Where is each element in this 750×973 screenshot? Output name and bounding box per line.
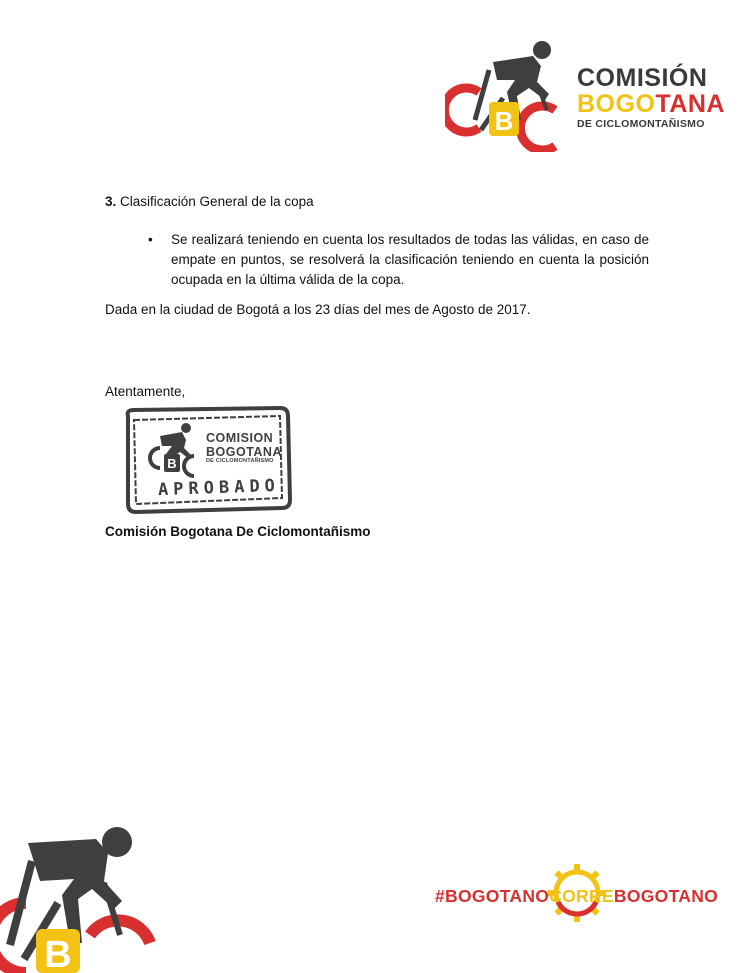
footer-cyclist-logo-icon <box>0 825 160 973</box>
logo-bogo: BOGO <box>577 90 656 118</box>
salutation: Atentamente, <box>105 384 186 399</box>
header-logo <box>445 40 725 152</box>
hashtag-part-3: BOGOTANO <box>613 886 719 906</box>
stamp-line-bogotana: BOGOTANA <box>206 444 282 459</box>
stamp-line-comision: COMISION <box>206 431 274 445</box>
section-number: 3. <box>105 194 117 209</box>
hashtag-part-2: CORRE <box>549 886 614 906</box>
logo-letter-b: B <box>494 106 514 136</box>
stamp-line-ciclomontanismo: DE CICLOMONTAÑISMO <box>206 458 274 464</box>
logo-tana: TANA <box>655 90 725 118</box>
logo-line-bogotana <box>577 92 725 117</box>
footer-letter-b: B <box>44 934 72 973</box>
section-heading <box>105 194 314 209</box>
approval-stamp <box>122 406 292 514</box>
closing-statement: Dada en la ciudad de Bogotá a los 23 días del mes de Agosto de 2017. <box>105 302 531 317</box>
signature-name: Comisión Bogotana De Ciclomontañismo <box>105 524 371 539</box>
stamp-status: APROBADO <box>157 475 281 501</box>
bullet-marker: • <box>148 232 153 247</box>
section-title: Clasificación General de la copa <box>120 194 314 209</box>
logo-wordmark <box>577 66 725 130</box>
logo-line-ciclomontanismo: DE CICLOMONTAÑISMO <box>577 118 705 130</box>
bullet-paragraph: Se realizará teniendo en cuenta los resultados de todas las válidas, en caso de empate en puntos, se resolverá la clasificación teniendo en cuenta la posición ocupada en la última válida de la copa. <box>171 232 649 287</box>
stamp-wordmark <box>206 432 282 465</box>
logo-line-comision: COMISIÓN <box>577 64 708 92</box>
footer-hashtag <box>435 886 718 907</box>
stamp-letter-b: B <box>167 456 177 471</box>
hashtag-part-1: #BOGOTANO <box>435 886 550 906</box>
cyclist-logo-icon <box>445 40 575 152</box>
